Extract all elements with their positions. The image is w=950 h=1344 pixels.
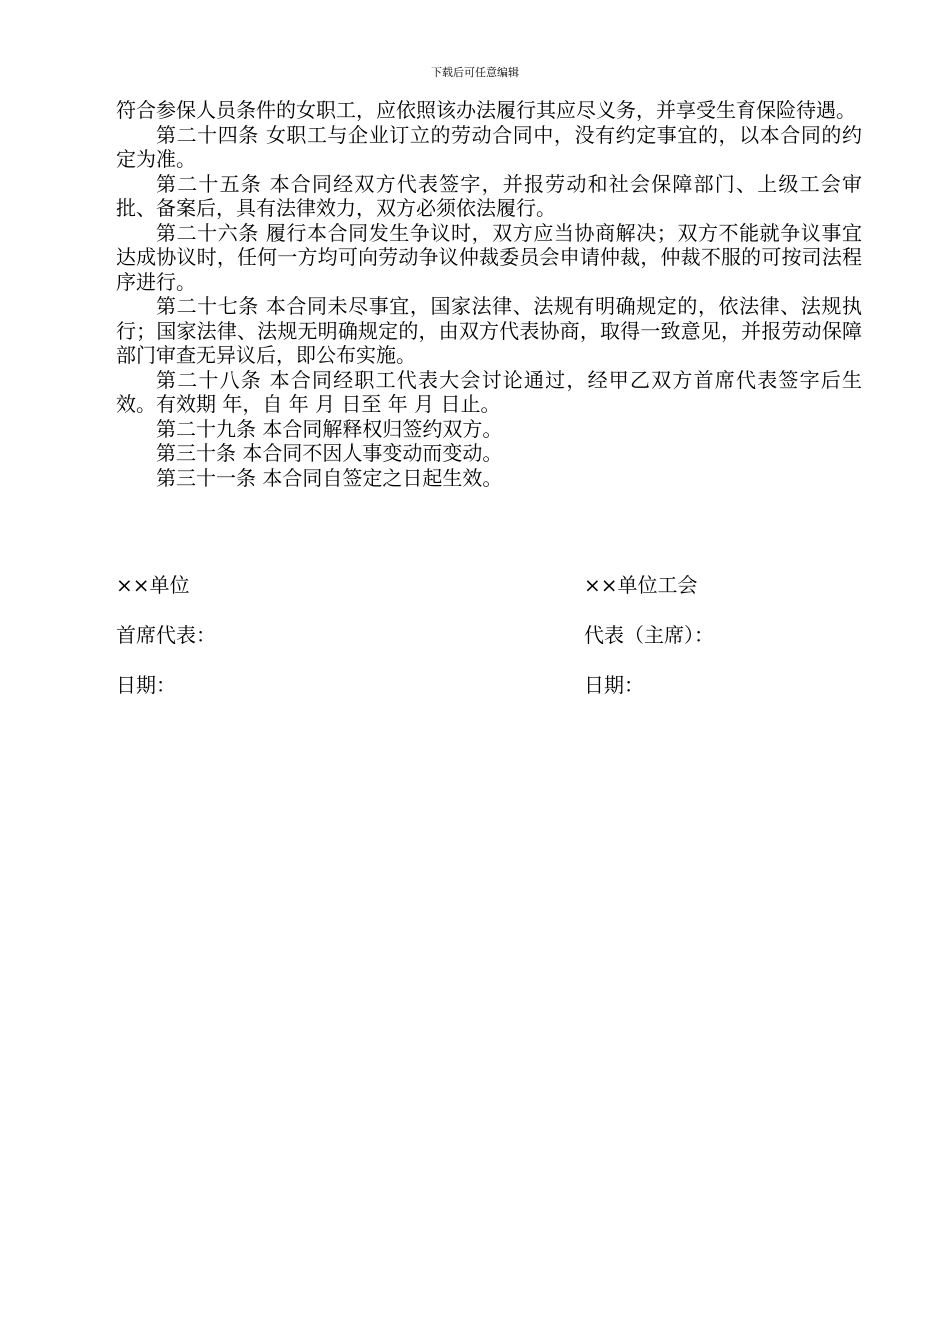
left-date-label: 日期： [116,673,176,697]
article-24: 第二十四条 女职工与企业订立的劳动合同中，没有约定事宜的，以本合同的约定为准。 [116,122,862,171]
article-25: 第二十五条 本合同经双方代表签字，并报劳动和社会保障部门、上级工会审批、备案后，具有法律效力，双方必须依法履行。 [116,171,862,220]
article-29: 第二十九条 本合同解释权归签约双方。 [156,416,503,441]
signature-representative-row [116,622,862,648]
article-26: 第二十六条 履行本合同发生争议时，双方应当协商解决；双方不能就争议事宜达成协议时，任何一方均可向劳动争议仲裁委员会申请仲裁，仲裁不服的可按司法程序进行。 [116,220,862,294]
page-header: 下载后可任意编辑 [431,66,519,79]
article-31: 第三十一条 本合同自签定之日起生效。 [156,465,503,490]
paragraph-continuation: 符合参保人员条件的女职工，应依照该办法履行其应尽义务，并享受生育保险待遇。 [116,98,856,122]
contract-body [116,98,862,490]
signature-date-row [116,672,862,698]
right-representative-label: 代表（主席）： [584,623,714,647]
right-party-name: ××单位工会 [584,573,698,597]
article-28: 第二十八条 本合同经职工代表大会讨论通过，经甲乙双方首席代表签字后生效。有效期 年，自 年 月 日至 年 月 日止。 [116,367,862,416]
signature-party-row [116,572,862,598]
left-representative-label: 首席代表： [116,623,216,647]
article-30: 第三十条 本合同不因人事变动而变动。 [156,441,503,465]
article-27: 第二十七条 本合同未尽事宜，国家法律、法规有明确规定的，依法律、法规执行；国家法律、法规无明确规定的，由双方代表协商，取得一致意见，并报劳动保障部门审查无异议后，即公布实施。 [116,294,862,367]
right-date-label: 日期： [584,673,644,697]
left-party-name: ××单位 [116,573,190,597]
